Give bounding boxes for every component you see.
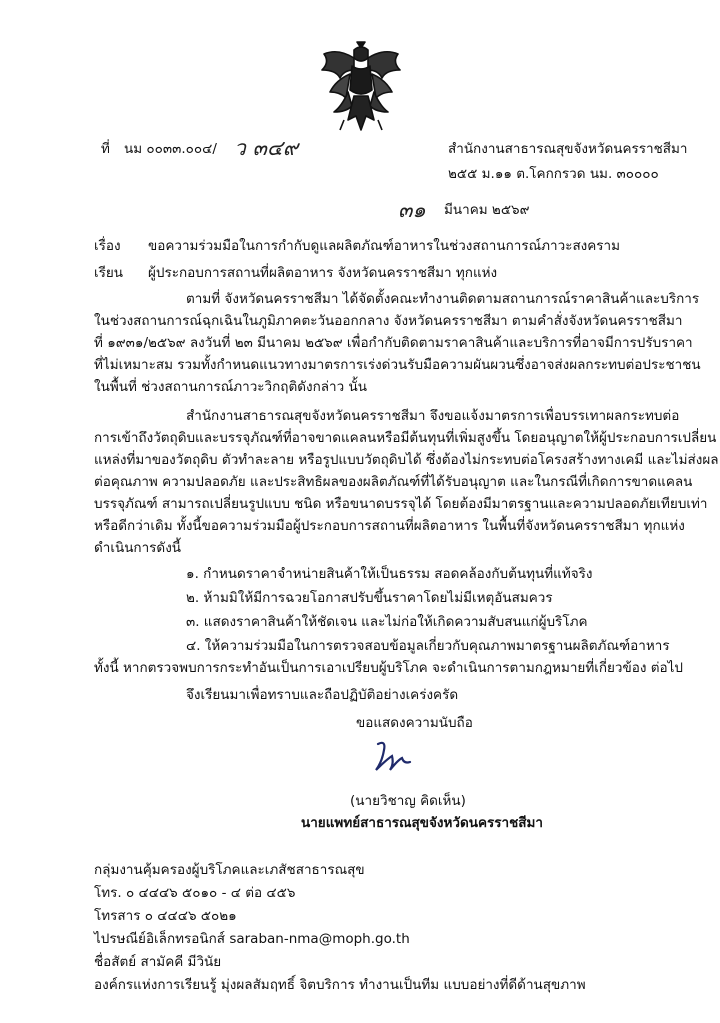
list-item: ๔. ให้ความร่วมมือในการตรวจสอบข้อมูลเกี่ยวกับคุณภาพมาตรฐานผลิตภัณฑ์อาหาร <box>186 638 670 654</box>
list-item: ๓. แสดงราคาสินค้าให้ชัดเจน และไม่ก่อให้เกิดความสับสนแก่ผู้บริโภค <box>186 614 588 630</box>
contact-email-label: ไปรษณีย์อิเล็กทรอนิกส์ <box>94 931 226 947</box>
contact-email: saraban-nma@moph.go.th <box>229 931 410 947</box>
date-day-handwritten: ๓๑ <box>398 198 426 222</box>
paragraph-2-line: สำนักงานสาธารณสุขจังหวัดนครราชสีมา จึงขอแจ้งมาตรการเพื่อบรรเทาผลกระทบต่อ <box>186 408 680 424</box>
ref-number: นม ๐๐๓๓.๐๐๔/ <box>124 141 217 157</box>
paragraph-2-line: ต่อคุณภาพ ความปลอดภัย และประสิทธิผลของผลิตภัณฑ์ที่ได้รับอนุญาต และในกรณีที่เกิดการขาดแคลน <box>94 474 693 490</box>
list-item: ๑. กำหนดราคาจำหน่ายสินค้าให้เป็นธรรม สอดคล้องกับต้นทุนที่แท้จริง <box>186 566 593 582</box>
contact-email-row <box>94 928 410 951</box>
paragraph-1-line: ในพื้นที่ ช่วงสถานการณ์ภาวะวิกฤติดังกล่าว นั้น <box>94 379 367 395</box>
paragraph-2-line: ดำเนินการดังนี้ <box>94 540 182 556</box>
office-address: ๒๕๕ ม.๑๑ ต.โคกกรวด นม. ๓๐๐๐๐ <box>448 166 659 182</box>
subject-text: ขอความร่วมมือในการกำกับดูแลผลิตภัณฑ์อาหารในช่วงสถานการณ์ภาวะสงคราม <box>148 238 621 254</box>
contact-department: กลุ่มงานคุ้มครองผู้บริโภคและเภสัชสาธารณสุข <box>94 862 365 878</box>
contact-phone: โทร. ๐ ๔๔๔๖ ๕๐๑๐ - ๔ ต่อ ๔๕๖ <box>94 885 296 901</box>
paragraph-1-line: ที่ ๑๙๓๑/๒๕๖๙ ลงวันที่ ๒๓ มีนาคม ๒๕๖๙ เพื่อกำกับติดตามราคาสินค้าและบริการที่อาจมีการปรับราคา <box>94 335 693 351</box>
contact-officer: ชื่อสัตย์ สามัคคี มีวินัย <box>94 954 222 970</box>
office-name: สำนักงานสาธารณสุขจังหวัดนครราชสีมา <box>448 141 688 157</box>
recipient-label: เรียน <box>94 265 124 281</box>
conclusion-text: ทั้งนี้ หากตรวจพบการกระทำอันเป็นการเอาเปรียบผู้บริโภค จะดำเนินการตามกฎหมายที่เกี่ยวข้อง ต่อไป <box>94 660 683 676</box>
paragraph-1-line: ที่ไม่เหมาะสม รวมทั้งกำหนดแนวทางมาตรการเร่งด่วนรับมือความผันผวนซึ่งอาจส่งผลกระทบต่อประชาชน <box>94 357 701 373</box>
paragraph-2-line: การเข้าถึงวัตถุดิบและบรรจุภัณฑ์ที่อาจขาดแคลนหรือมีต้นทุนที่เพิ่มสูงขึ้น โดยอนุญาตให้ผู้ประกอบการเปลี่ยน <box>94 430 717 446</box>
handwritten-signature <box>372 738 414 776</box>
ref-label: ที่ <box>101 141 110 157</box>
subject-label: เรื่อง <box>94 238 121 254</box>
organization-motto: องค์กรแห่งการเรียนรู้ มุ่งผลสัมฤทธิ์ จิตบริการ ทำงานเป็นทีม แบบอย่างที่ดีด้านสุขภาพ <box>94 977 586 993</box>
complimentary-close: ขอแสดงความนับถือ <box>356 715 473 731</box>
paragraph-1-line: ตามที่ จังหวัดนครราชสีมา ได้จัดตั้งคณะทำงานติดตามสถานการณ์ราคาสินค้าและบริการ <box>186 291 700 307</box>
garuda-emblem-icon <box>318 40 404 136</box>
date-month-year: มีนาคม ๒๕๖๙ <box>444 202 530 218</box>
paragraph-1-line: ในช่วงสถานการณ์ฉุกเฉินในภูมิภาคตะวันออกกลาง จังหวัดนครราชสีมา ตามคำสั่งจังหวัดนครราชสีมา <box>94 313 683 329</box>
paragraph-2-line: หรือดีกว่าเดิม ทั้งนี้ขอความร่วมมือผู้ประกอบการสถานที่ผลิตอาหาร ในพื้นที่จังหวัดนครราชสีมา ทุกแห่ง <box>94 518 685 534</box>
closing-request: จึงเรียนมาเพื่อทราบและถือปฏิบัติอย่างเคร่งครัด <box>186 687 459 703</box>
ref-handwritten-number: ว ๓๔๙ <box>234 136 299 160</box>
recipient-text: ผู้ประกอบการสถานที่ผลิตอาหาร จังหวัดนครราชสีมา ทุกแห่ง <box>148 265 498 281</box>
paragraph-2-line: บรรจุภัณฑ์ สามารถเปลี่ยนรูปแบบ ชนิด หรือขนาดบรรจุได้ โดยต้องมีมาตรฐานและความปลอดภัยเทียบเท่า <box>94 496 708 512</box>
paragraph-2-line: แหล่งที่มาของวัตถุดิบ ตัวทำละลาย หรือรูปแบบวัตถุดิบได้ ซึ่งต้องไม่กระทบต่อโครงสร้างทางเคมี และไม่ส่งผล <box>94 452 719 468</box>
signatory-name: (นายวิชาญ คิดเห็น) <box>350 793 466 809</box>
signatory-position: นายแพทย์สาธารณสุขจังหวัดนครราชสีมา <box>301 815 543 831</box>
list-item: ๒. ห้ามมิให้มีการฉวยโอกาสปรับขึ้นราคาโดยไม่มีเหตุอันสมควร <box>186 590 553 606</box>
contact-fax: โทรสาร ๐ ๔๔๔๖ ๕๐๒๑ <box>94 908 237 924</box>
